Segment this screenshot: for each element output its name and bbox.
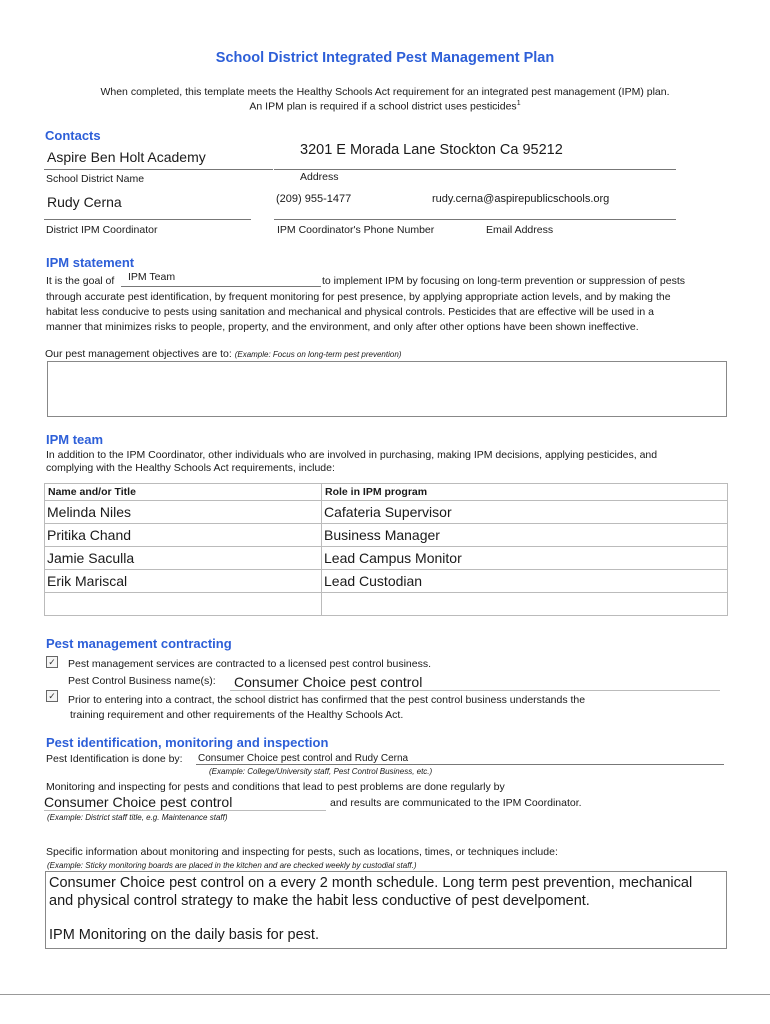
business-underline [230,690,720,691]
phone-label: IPM Coordinator's Phone Number [277,224,435,236]
contracted-checkbox[interactable]: ✓ [46,656,58,668]
specific-textbox[interactable] [45,871,727,949]
business-label: Pest Control Business name(s): [68,675,216,687]
contracting-heading: Pest management contracting [46,636,232,651]
monitoring-label: Monitoring and inspecting for pests and conditions that lead to pest problems are done regularly by [46,781,505,793]
coordinator-field[interactable]: Rudy Cerna [47,194,122,210]
team-name-cell[interactable] [45,593,322,616]
team-role-cell[interactable]: Business Manager [322,524,728,547]
team-desc-2: complying with the Healthy Schools Act requirements, include: [46,462,335,474]
table-row [45,547,728,570]
monitoring-suffix: and results are communicated to the IPM Coordinator. [330,797,582,809]
specific-label: Specific information about monitoring and inspecting for pests, such as locations, times, or techniques include: [46,846,558,858]
team-name-cell[interactable]: Erik Mariscal [45,570,322,593]
team-role-cell[interactable]: Cafateria Supervisor [322,501,728,524]
phone-email-underline [274,219,676,220]
done-by-label: Pest Identification is done by: [46,753,183,765]
team-role-cell[interactable] [322,593,728,616]
ipm-team-heading: IPM team [46,432,104,447]
business-name-field[interactable]: Consumer Choice pest control [234,674,423,690]
email-label: Email Address [486,224,554,236]
address-label: Address [300,171,339,183]
statement-line-3: habitat less conducive to pests using sanitation and mechanical and physical controls. Pesticides that are effective will be used in a [46,306,654,318]
phone-field[interactable]: (209) 955-1477 [276,193,352,205]
specific-line-3: IPM Monitoring on the daily basis for pest. [49,927,319,943]
goal-prefix: It is the goal of [46,275,115,287]
statement-line-2: through accurate pest identification, by frequent monitoring for pest presence, by applying appropriate action levels, and by making the [46,291,671,303]
done-by-field[interactable]: Consumer Choice pest control and Rudy Cerna [198,753,409,764]
statement-line-4: manner that minimizes risks to people, property, and the environment, and only after other options have been shown ineffective. [46,321,639,333]
goal-value-field[interactable]: IPM Team [128,271,176,283]
done-by-underline [196,764,724,765]
team-name-cell[interactable]: Melinda Niles [45,501,322,524]
team-name-cell[interactable]: Jamie Saculla [45,547,322,570]
intro-line-2-text: An IPM plan is required if a school district uses pesticides [249,100,517,113]
identification-heading: Pest identification, monitoring and inspection [46,735,329,750]
page-title: School District Integrated Pest Management Plan [215,50,555,66]
confirmed-line-1: Prior to entering into a contract, the school district has confirmed that the pest control business understands the [68,694,586,706]
objectives-label-text: Our pest management objectives are to: [45,348,232,360]
specific-line-2: and physical control strategy to make the habit less conductive of pest develpoment. [49,893,590,909]
address-field[interactable]: 3201 E Morada Lane Stockton Ca 95212 [300,142,563,158]
coordinator-label: District IPM Coordinator [46,224,158,236]
objectives-example: (Example: Focus on long-term pest prevention) [234,350,402,359]
col-name-header: Name and/or Title [45,484,322,501]
footer-divider [0,994,770,995]
table-header-row [45,484,728,501]
intro-line-1: When completed, this template meets the Healthy Schools Act requirement for an integrated pest management (IPM) plan. [100,86,670,98]
monitoring-example: (Example: District staff title, e.g. Maintenance staff) [47,813,228,822]
contracted-text: Pest management services are contracted to a licensed pest control business. [68,658,432,670]
intro-line-2 [0,100,770,113]
specific-example: (Example: Sticky monitoring boards are placed in the kitchen and are checked weekly by custodial staff.) [47,861,417,870]
col-role-header: Role in IPM program [322,484,728,501]
table-row [45,570,728,593]
team-role-cell[interactable]: Lead Custodian [322,570,728,593]
district-name-label: School District Name [46,173,145,185]
ipm-team-table [44,483,728,616]
monitoring-field[interactable]: Consumer Choice pest control [44,794,233,810]
team-desc-1: In addition to the IPM Coordinator, other individuals who are involved in purchasing, making IPM decisions, applying pesticides, and [46,449,658,461]
done-by-example: (Example: College/University staff, Pest Control Business, etc.) [209,767,433,776]
coordinator-underline [44,219,251,220]
table-row [45,501,728,524]
footnote-mark: 1 [516,100,521,107]
confirmed-line-2: training requirement and other requirements of the Healthy Schools Act. [70,709,404,721]
contacts-heading: Contacts [45,128,101,143]
email-field[interactable]: rudy.cerna@aspirepublicschools.org [432,193,610,205]
table-row [45,524,728,547]
monitoring-underline [44,810,326,811]
ipm-statement-heading: IPM statement [46,255,135,270]
team-name-cell[interactable]: Pritika Chand [45,524,322,547]
confirmed-checkbox[interactable]: ✓ [46,690,58,702]
district-name-field[interactable]: Aspire Ben Holt Academy [47,149,206,165]
goal-underline [121,286,321,287]
table-row [45,593,728,616]
district-name-underline [44,169,273,170]
objectives-textbox[interactable] [47,361,727,417]
address-underline [274,169,676,170]
goal-suffix: to implement IPM by focusing on long-term prevention or suppression of pests [322,275,686,287]
team-role-cell[interactable]: Lead Campus Monitor [322,547,728,570]
specific-line-1: Consumer Choice pest control on a every 2 month schedule. Long term pest prevention, mechanical [49,875,693,891]
